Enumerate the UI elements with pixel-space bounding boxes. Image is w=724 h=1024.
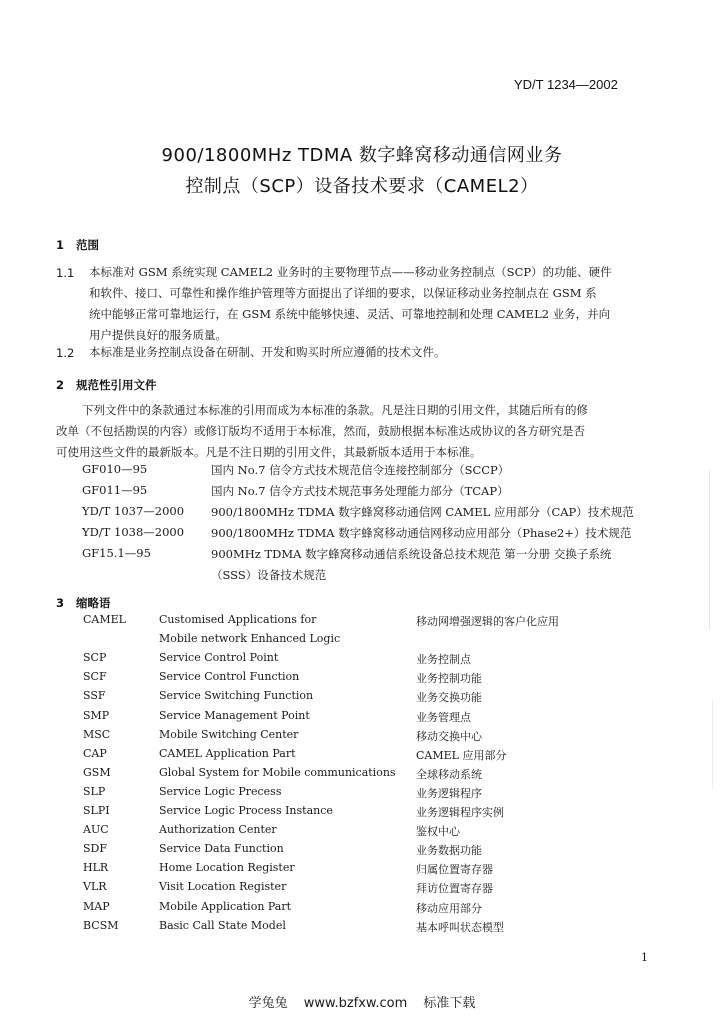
- abbreviation-term: SLPI: [83, 804, 110, 817]
- abbreviation-chinese: 移动交换中心: [416, 730, 482, 743]
- abbreviation-term: HLR: [83, 861, 109, 874]
- footer-label: 标准下载: [423, 996, 476, 1011]
- abbreviation-chinese: 拜访位置寄存器: [416, 882, 493, 895]
- abbreviation-chinese: 业务管理点: [416, 711, 471, 724]
- abbreviation-chinese: 业务控制点: [416, 653, 471, 666]
- reference-code: GF15.1—95: [82, 546, 151, 560]
- reference-title-continuation: （SSS）设备技术规范: [211, 568, 327, 582]
- reference-title: 900/1800MHz TDMA 数字蜂窝移动通信网移动应用部分（Phase2+）技术规范: [211, 526, 632, 540]
- scan-artifact: [709, 470, 710, 630]
- abbreviation-english: Mobile network Enhanced Logic: [159, 632, 341, 645]
- section-3-heading: [56, 595, 111, 611]
- abbreviation-term: CAMEL: [83, 613, 126, 626]
- abbreviation-chinese: 业务交换功能: [416, 691, 482, 704]
- section-2-number: 2: [56, 378, 65, 392]
- document-title-line-1: 900/1800MHz TDMA 数字蜂窝移动通信网业务: [161, 145, 563, 166]
- abbreviation-english: Global System for Mobile communications: [159, 766, 396, 779]
- reference-code: GF010—95: [82, 462, 148, 476]
- reference-title: 900MHz TDMA 数字蜂窝移动通信系统设备总技术规范 第一分册 交换子系统: [211, 547, 612, 561]
- abbreviation-chinese: 业务控制功能: [416, 672, 482, 685]
- abbreviation-term: GSM: [83, 766, 111, 779]
- reference-code: GF011—95: [82, 483, 148, 497]
- abbreviation-term: CAP: [83, 747, 107, 760]
- reference-title: 900/1800MHz TDMA 数字蜂窝移动通信网 CAMEL 应用部分（CAP）技术规范: [211, 505, 634, 519]
- abbreviation-english: Service Logic Precess: [159, 785, 282, 798]
- section-3-number: 3: [56, 596, 65, 610]
- abbreviation-english: Service Management Point: [159, 709, 310, 722]
- abbreviation-term: SMP: [83, 709, 110, 722]
- abbreviation-english: Service Data Function: [159, 842, 284, 855]
- abbreviation-chinese: 移动网增强逻辑的客户化应用: [416, 615, 559, 628]
- abbreviation-term: SDF: [83, 842, 107, 855]
- abbreviation-chinese: 移动应用部分: [416, 902, 482, 915]
- section-2-intro-line: 可使用这些文件的最新版本。凡是不注日期的引用文件，其最新版本适用于本标准。: [56, 445, 482, 459]
- clause-1-2-text: 本标准是业务控制点设备在研制、开发和购买时所应遵循的技术文件。: [89, 345, 446, 359]
- section-1-number: 1: [56, 238, 65, 252]
- abbreviation-chinese: 鉴权中心: [416, 825, 460, 838]
- reference-code: YD/T 1037—2000: [82, 504, 185, 518]
- abbreviation-english: Service Switching Function: [159, 689, 314, 702]
- abbreviation-term: MAP: [83, 900, 110, 913]
- footer-watermark: [0, 992, 724, 1011]
- section-2-intro-line: 下列文件中的条款通过本标准的引用而成为本标准的条款。凡是注日期的引用文件，其随后所有的修: [82, 403, 588, 417]
- abbreviation-english: Authorization Center: [159, 823, 277, 836]
- abbreviation-term: MSC: [83, 728, 111, 741]
- clause-1-1-line: 本标准对 GSM 系统实现 CAMEL2 业务时的主要物理节点——移动业务控制点（SCP）的功能、硬件: [89, 265, 612, 279]
- abbreviation-term: AUC: [83, 823, 109, 836]
- abbreviation-english: Customised Applications for: [159, 613, 317, 626]
- reference-code: YD/T 1038—2000: [82, 525, 185, 539]
- section-2-title: 规范性引用文件: [76, 378, 157, 392]
- reference-title: 国内 No.7 信令方式技术规范事务处理能力部分（TCAP）: [211, 484, 509, 498]
- abbreviation-english: Mobile Switching Center: [159, 728, 299, 741]
- section-2-heading: [56, 377, 157, 393]
- abbreviation-term: SCF: [83, 670, 107, 683]
- abbreviation-english: Visit Location Register: [159, 880, 287, 893]
- clause-1-1-line: 统中能够正常可靠地运行，在 GSM 系统中能够快速、灵活、可靠地控制和处理 CAMEL2 业务，并向: [89, 307, 611, 321]
- footer-site-name: 学兔兔: [248, 996, 288, 1011]
- page-number: 1: [641, 951, 648, 964]
- abbreviation-english: Service Logic Process Instance: [159, 804, 333, 817]
- abbreviation-term: VLR: [83, 880, 107, 893]
- abbreviation-chinese: 业务逻辑程序: [416, 787, 482, 800]
- clause-1-1-line: 和软件、接口、可靠性和操作维护管理等方面提出了详细的要求，以保证移动业务控制点在 GSM 系: [89, 286, 597, 300]
- clause-1-1-line: 用户提供良好的服务质量。: [89, 328, 227, 342]
- abbreviation-term: SSF: [83, 689, 106, 702]
- scan-artifact: [712, 700, 713, 790]
- abbreviation-english: Basic Call State Model: [159, 919, 286, 932]
- section-3-title: 缩略语: [76, 596, 111, 610]
- section-2-intro-line: 改单（不包括勘误的内容）或修订版均不适用于本标准，然而，鼓励根据本标准达成协议的各方研究是否: [56, 424, 585, 438]
- abbreviation-chinese: 归属位置寄存器: [416, 863, 493, 876]
- abbreviation-english: Service Control Point: [159, 651, 279, 664]
- abbreviation-english: Home Location Register: [159, 861, 295, 874]
- clause-1-2-number: 1.2: [56, 346, 75, 360]
- abbreviation-term: SLP: [83, 785, 106, 798]
- clause-1-1-number: 1.1: [56, 266, 75, 280]
- document-title-line-2: 控制点（SCP）设备技术要求（CAMEL2）: [185, 176, 539, 197]
- section-1-title: 范围: [76, 238, 99, 252]
- reference-title: 国内 No.7 信令方式技术规范信令连接控制部分（SCCP）: [211, 463, 510, 477]
- abbreviation-english: Mobile Application Part: [159, 900, 292, 913]
- abbreviation-chinese: 全球移动系统: [416, 768, 482, 781]
- abbreviation-chinese: CAMEL 应用部分: [416, 749, 507, 762]
- abbreviation-english: CAMEL Application Part: [159, 747, 296, 760]
- footer-url[interactable]: www.bzfxw.com: [303, 996, 408, 1011]
- section-1-heading: [56, 237, 99, 253]
- abbreviation-english: Service Control Function: [159, 670, 300, 683]
- abbreviation-chinese: 业务数据功能: [416, 844, 482, 857]
- abbreviation-term: SCP: [83, 651, 107, 664]
- abbreviation-term: BCSM: [83, 919, 119, 932]
- standard-code: YD/T 1234—2002: [514, 77, 618, 92]
- abbreviation-chinese: 业务逻辑程序实例: [416, 806, 504, 819]
- abbreviation-chinese: 基本呼叫状态模型: [416, 921, 504, 934]
